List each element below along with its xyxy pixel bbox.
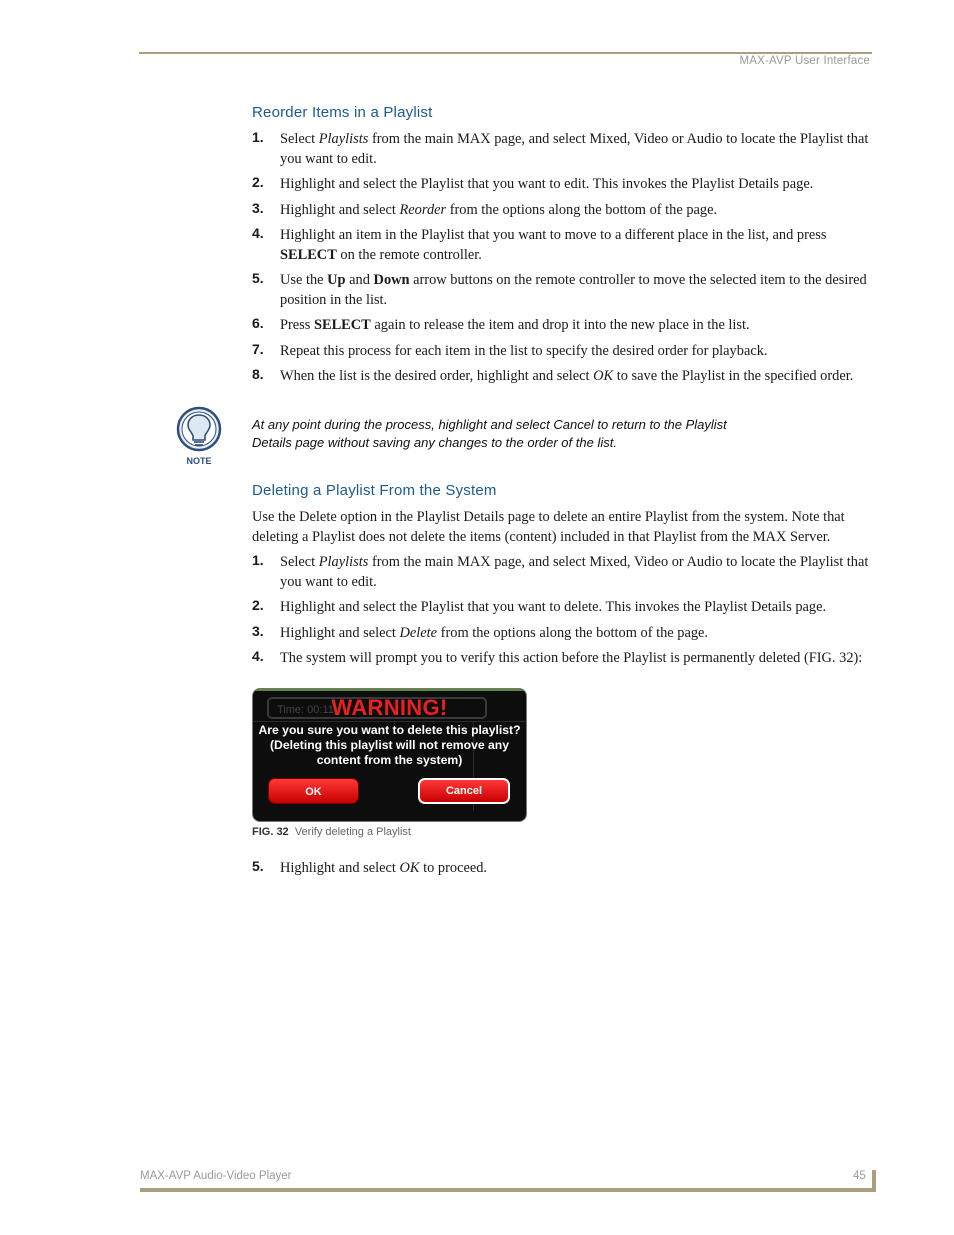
step-item [252,129,872,169]
step-text [280,368,853,384]
step-text-run: arrow buttons on the remote controller to move the selected item to the desired position in the list. [280,272,867,309]
italic-term: Playlists [318,554,369,571]
step-item [252,552,872,592]
note-icon-label: NOTE [186,456,212,467]
step-text-run: on the remote controller. [336,246,482,263]
step-text-run: Use the [280,272,328,289]
step-text-run: again to release the item and drop it into the new place in the list. [370,317,750,334]
step-number: 5. [252,857,264,874]
step-text-run: Highlight and select [280,859,400,876]
step-text [280,317,750,333]
running-footer-title: MAX-AVP Audio-Video Player [140,1170,292,1182]
delete-steps [252,552,872,668]
note-line: Details page without saving any changes to the order of the list. [252,434,617,450]
note-line: At any point during the process, highlight and select Cancel to return to the Playlist [252,417,727,433]
step-number: 5. [252,270,264,287]
step-text-run: Repeat this process for each item in the list to specify the desired order for playback. [280,342,768,359]
ok-button[interactable]: OK [268,778,359,804]
time-display: Time: 00:11 [267,697,487,719]
step-text-run: from the options along the bottom of the page. [446,201,718,218]
step-number: 2. [252,174,264,191]
step-text [280,650,862,666]
step-text-run: and [345,272,374,289]
reorder-steps [252,129,872,386]
note-callout [186,416,872,467]
step-text-run: to proceed. [419,859,488,876]
page-number: 45 [853,1170,866,1182]
figure-caption [252,826,872,838]
step-item [252,270,872,310]
running-header: MAX-AVP User Interface [739,55,870,67]
step-text [280,599,826,615]
italic-term: Playlists [318,131,369,147]
section-heading-delete: Deleting a Playlist From the System [252,482,497,500]
footer-rule [140,1188,876,1192]
italic-term: Reorder [399,201,447,218]
step-text-run: Highlight and select [280,201,400,218]
header-rule [139,52,872,54]
step-text [280,625,708,641]
step-number: 3. [252,622,264,639]
page-content [186,104,872,883]
italic-term: Delete [399,624,438,641]
step-text-run: Press [280,317,314,334]
step-item [252,858,872,878]
warning-message-line: content from the system) [316,752,463,767]
step-text-run: to save the Playlist in the specified order. [613,368,854,385]
step-text-run: Highlight an item in the Playlist that you want to move to a different place in the list, and press [280,226,827,243]
step-item [252,366,872,386]
step-text [280,272,867,308]
bold-term: SELECT [280,246,337,263]
step-item [252,623,872,643]
step-number: 8. [252,366,264,383]
lightbulb-note-icon [175,406,223,470]
warning-dialog-screenshot [252,688,527,822]
step-text-run: from the main MAX page, and select Mixed, Video or Audio to locate the Playlist that you want to edit. [280,131,869,167]
step-text [280,202,717,218]
figure-label: FIG. 32 [252,825,289,838]
step-item [252,315,872,335]
figure-gridline [253,721,526,722]
step-number: 4. [252,224,264,241]
step-text [280,176,813,192]
step-text-run: Highlight and select the Playlist that you want to edit. This invokes the Playlist Details page. [280,176,814,193]
bold-term: Up [327,272,346,289]
italic-term: OK [593,368,614,385]
cancel-button[interactable]: Cancel [418,778,510,804]
step-text-run: Select [280,131,319,147]
delete-steps-continued [252,858,872,878]
step-item [252,200,872,220]
step-text-run: The system will prompt you to verify this action before the Playlist is permanently deleted (FIG. 32): [280,649,863,666]
bold-term: Down [373,272,410,289]
warning-message-line: Are you sure you want to delete this playlist? [258,722,521,737]
step-item [252,597,872,617]
step-text-run: Select [280,554,319,571]
step-number: 6. [252,315,264,332]
step-text [280,227,826,263]
bold-term: SELECT [313,317,371,334]
step-text [280,131,868,167]
warning-message [253,723,526,768]
step-text-run: from the main MAX page, and select Mixed, Video or Audio to locate the Playlist that you want to edit. [280,554,869,591]
step-text [280,860,487,876]
step-item [252,174,872,194]
warning-title: WARNING! [331,694,448,720]
step-text-run: Highlight and select [280,624,400,641]
step-number: 1. [252,552,264,569]
step-text-run: from the options along the bottom of the page. [437,624,709,641]
figure-caption-text: Verify deleting a Playlist [294,825,411,838]
italic-term: OK [399,859,420,876]
step-text-run: Highlight and select the Playlist that you want to delete. This invokes the Playlist Details page. [280,599,827,616]
section-heading-reorder: Reorder Items in a Playlist [252,104,433,121]
step-text [280,343,768,359]
figure-top-border [253,689,526,691]
note-text [252,416,872,451]
step-number: 2. [252,597,264,614]
step-number: 7. [252,340,264,357]
step-number: 4. [252,647,264,664]
step-number: 1. [252,129,264,145]
warning-message-line: (Deleting this playlist will not remove any [269,737,510,752]
step-item [252,648,872,668]
step-item [252,225,872,265]
step-text-run: When the list is the desired order, highlight and select [280,368,594,385]
section-intro: Use the Delete option in the Playlist Details page to delete an entire Playlist from the system. Note that deleting a Playlist does not delete the items (content) included in that Playlist from the MAX Server. [252,509,845,546]
step-text [280,554,868,590]
step-number: 3. [252,199,264,216]
step-item [252,341,872,361]
